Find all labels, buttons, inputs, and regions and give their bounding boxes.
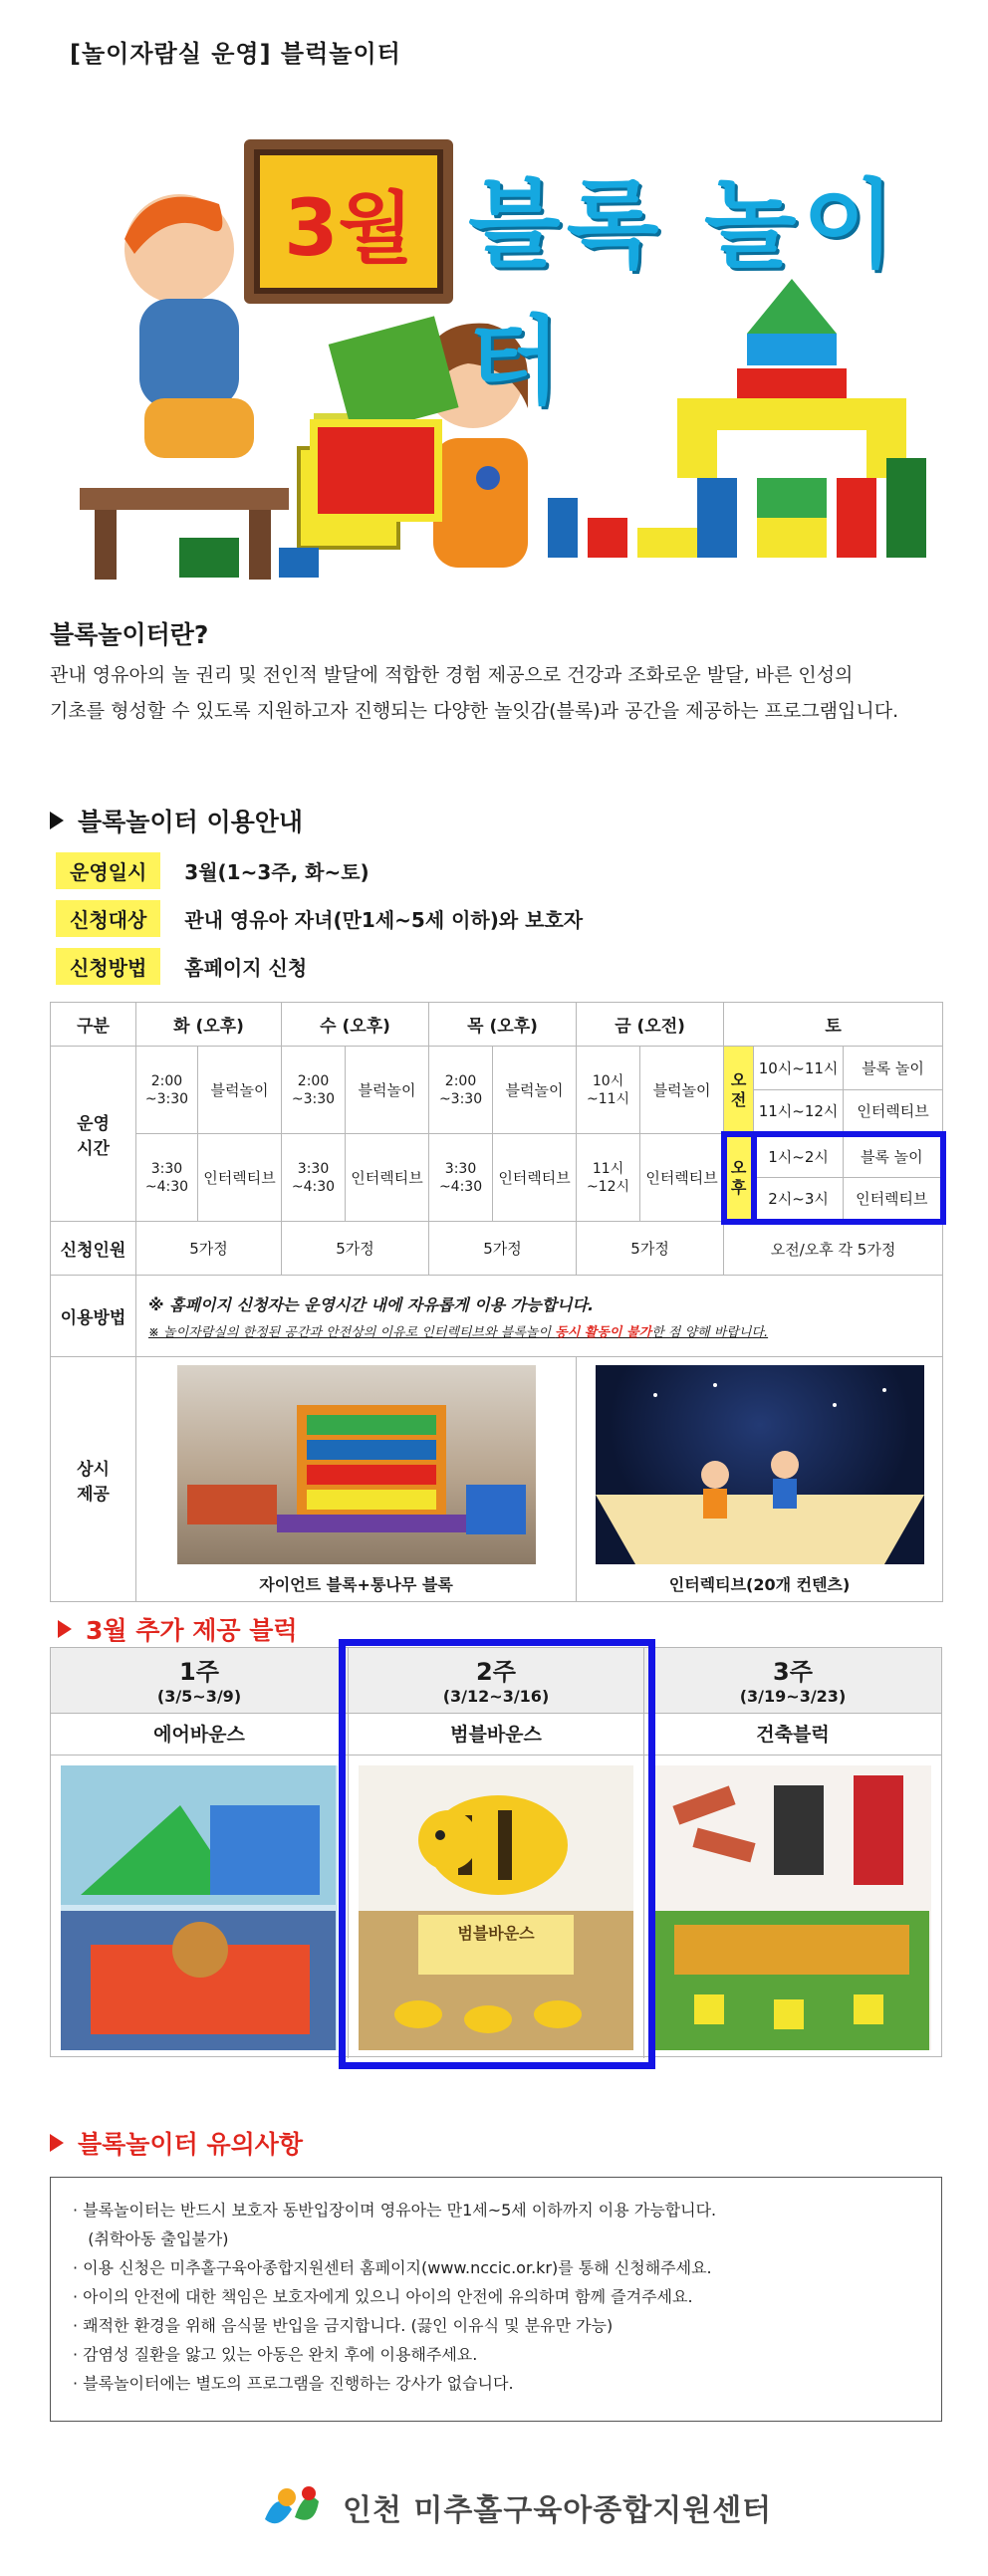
info-value: 3월(1~3주, 화~토) (184, 860, 370, 884)
giant-blocks-photo (177, 1365, 536, 1564)
info-label: 신청대상 (56, 900, 160, 937)
intro-body (50, 657, 946, 729)
info-label: 운영일시 (56, 852, 160, 889)
notes-item: · 블록놀이터에는 별도의 프로그램을 진행하는 강사가 없습니다. (73, 2374, 514, 2393)
capacity-tue: 5가정 (136, 1222, 282, 1276)
wed-slot1-name: 블럭놀이 (346, 1047, 429, 1134)
intro-line-2: 기초를 형성할 수 있도록 지원하고자 진행되는 다양한 놀잇감(블록)과 공간을 제공하는 프로그램입니다. (50, 700, 899, 722)
air-bounce-art (61, 1765, 336, 2050)
thu-slot1-time: 2:00 ~3:30 (429, 1047, 493, 1134)
sat-pm-slot2-name: 인터렉티브 (844, 1178, 943, 1222)
schedule-capacity-row (51, 1222, 943, 1276)
week-1-header (51, 1648, 348, 1714)
building-blocks-photo (654, 1765, 931, 2050)
banner-title: 블록 놀이터 (468, 169, 901, 417)
sat-am-slot1-time: 10시~11시 (754, 1047, 844, 1090)
capacity-fri: 5가정 (577, 1222, 724, 1276)
page-header-title: [놀이자람실 운영] 블럭놀이터 (70, 40, 401, 68)
permanent-item-2 (577, 1357, 943, 1602)
notes-item: · 감염성 질환을 앓고 있는 아동은 완치 후에 이용해주세요. (73, 2345, 478, 2364)
fri-slot2-time: 11시 ~12시 (577, 1134, 640, 1222)
footer (257, 2479, 772, 2535)
info-row-method (56, 948, 307, 985)
sat-pm-slot2-time: 2시~3시 (754, 1178, 844, 1222)
sat-am-slot2-name: 인터렉티브 (844, 1090, 943, 1134)
tue-slot1-name: 블럭놀이 (198, 1047, 282, 1134)
row-label-time: 운영 시간 (51, 1047, 136, 1222)
notes-item: · 블록놀이터는 반드시 보호자 동반입장이며 영유아는 만1세~5세 이하까지 이용 가능합니다. (73, 2201, 717, 2220)
fri-slot1-name: 블럭놀이 (640, 1047, 724, 1134)
info-label: 신청방법 (56, 948, 160, 985)
building-blocks-art (654, 1765, 929, 2050)
footer-org-name: 인천 미추홀구육아종합지원센터 (343, 2493, 773, 2528)
extra-title-text: 3월 추가 제공 블럭 (86, 1616, 298, 1645)
notes-item: · 이용 신청은 미추홀구육아종합지원센터 홈페이지(www.nccic.or.kr)를 통해 신청해주세요. (73, 2258, 712, 2277)
row-label-usage: 이용방법 (51, 1276, 136, 1357)
week-1-column (51, 1648, 348, 2058)
usage-line-2-emphasis: 동시 활동이 불가 (555, 1324, 652, 1340)
week-1-name: 에어바운스 (51, 1714, 348, 1756)
header-tue: 화 (오후) (136, 1003, 282, 1047)
thu-slot2-time: 3:30 ~4:30 (429, 1134, 493, 1222)
header-sat: 토 (724, 1003, 943, 1047)
banner-month-sign: 3월 (244, 139, 453, 304)
week-3-range: (3/19~3/23) (739, 1687, 847, 1706)
triangle-bullet-icon (50, 2134, 64, 2152)
wed-slot2-name: 인터렉티브 (346, 1134, 429, 1222)
capacity-thu: 5가정 (429, 1222, 577, 1276)
extra-section-title (58, 1611, 298, 1647)
permanent-item-1 (136, 1357, 577, 1602)
usage-notes (136, 1276, 943, 1357)
notes-item: (취학아동 출입불가) (73, 2229, 229, 2248)
header-category: 구분 (51, 1003, 136, 1047)
week-3-number: 3주 (773, 1658, 813, 1686)
notes-section-title (50, 2125, 303, 2161)
guide-section-title (50, 803, 303, 838)
week-1-number: 1주 (179, 1658, 219, 1686)
intro-title: 블록놀이터란? (50, 620, 209, 649)
thu-slot2-name: 인터렉티브 (493, 1134, 577, 1222)
info-row-target (56, 900, 583, 937)
wed-slot1-time: 2:00 ~3:30 (282, 1047, 346, 1134)
header-thu: 목 (오후) (429, 1003, 577, 1047)
notes-box (50, 2177, 942, 2422)
tue-slot2-name: 인터렉티브 (198, 1134, 282, 1222)
thu-slot1-name: 블럭놀이 (493, 1047, 577, 1134)
usage-line-1: ※ 홈페이지 신청자는 운영시간 내에 자유롭게 이용 가능합니다. (148, 1294, 595, 1314)
bumble-bounce-sign: 범블바운스 (457, 1924, 535, 1943)
capacity-wed: 5가정 (282, 1222, 429, 1276)
triangle-bullet-icon (50, 812, 64, 829)
row-label-capacity: 신청인원 (51, 1222, 136, 1276)
tue-slot1-time: 2:00 ~3:30 (136, 1047, 198, 1134)
schedule-table (50, 1002, 946, 1602)
interactive-art (596, 1365, 924, 1564)
usage-line-2 (148, 1321, 942, 1340)
giant-blocks-art (177, 1365, 536, 1564)
sat-am-label: 오 전 (724, 1047, 754, 1134)
intro-line-1: 관내 영유아의 놀 권리 및 전인적 발달에 적합한 경험 제공으로 건강과 조화로운 발달, 바른 인성의 (50, 664, 854, 686)
schedule-usage-row (51, 1276, 943, 1357)
schedule-permanent-row (51, 1357, 943, 1602)
guide-title-text: 블록놀이터 이용안내 (78, 808, 304, 836)
schedule-header-row (51, 1003, 943, 1047)
sat-pm-slot1-name: 블록 놀이 (844, 1134, 943, 1178)
week-3-column (644, 1648, 941, 2058)
week-2-highlight-frame (339, 1639, 655, 2069)
sat-am-slot2-time: 11시~12시 (754, 1090, 844, 1134)
header-fri: 금 (오전) (577, 1003, 724, 1047)
week-2-range: (3/12~3/16) (442, 1687, 550, 1706)
notes-item: · 쾌적한 환경을 위해 음식물 반입을 금지합니다. (끓인 이유식 및 분유만 가능) (73, 2316, 614, 2335)
usage-line-2-post: 한 점 양해 바랍니다. (651, 1324, 769, 1340)
notes-item: · 아이의 안전에 대한 책임은 보호자에게 있으니 아이의 안전에 유의하며 함께 즐겨주세요. (73, 2287, 693, 2306)
header-wed: 수 (오후) (282, 1003, 429, 1047)
usage-line-2-pre: ※ 놀이자람실의 한정된 공간과 안전상의 이유로 인터렉티브와 블록놀이 (148, 1324, 556, 1340)
notes-title-text: 블록놀이터 유의사항 (78, 2130, 304, 2159)
org-logo-icon (257, 2479, 327, 2535)
triangle-bullet-icon (58, 1620, 72, 1638)
schedule-time-row-1 (51, 1047, 943, 1090)
permanent-caption-2: 인터렉티브(20개 컨텐츠) (668, 1575, 851, 1594)
fri-slot1-time: 10시 ~11시 (577, 1047, 640, 1134)
sat-pm-slot1-time: 1시~2시 (754, 1134, 844, 1178)
week-2-name: 범블바운스 (349, 1714, 643, 1756)
week-3-name: 건축블럭 (644, 1714, 941, 1756)
fri-slot2-name: 인터렉티브 (640, 1134, 724, 1222)
week-2-number: 2주 (476, 1658, 516, 1686)
wed-slot2-time: 3:30 ~4:30 (282, 1134, 346, 1222)
tue-slot2-time: 3:30 ~4:30 (136, 1134, 198, 1222)
week-3-header (644, 1648, 941, 1714)
info-value: 홈페이지 신청 (184, 956, 308, 980)
permanent-caption-1: 자이언트 블록+통나무 블록 (259, 1575, 453, 1594)
info-row-schedule (56, 852, 370, 889)
row-label-permanent: 상시 제공 (51, 1357, 136, 1602)
air-bounce-photo (61, 1765, 338, 2050)
sat-am-slot1-name: 블록 놀이 (844, 1047, 943, 1090)
sat-pm-label: 오 후 (724, 1134, 754, 1222)
week-1-range: (3/5~3/9) (156, 1687, 242, 1706)
schedule-time-row-3 (51, 1134, 943, 1178)
info-value: 관내 영유아 자녀(만1세~5세 이하)와 보호자 (184, 908, 584, 932)
capacity-sat: 오전/오후 각 5가정 (724, 1222, 943, 1276)
interactive-photo (596, 1365, 924, 1564)
